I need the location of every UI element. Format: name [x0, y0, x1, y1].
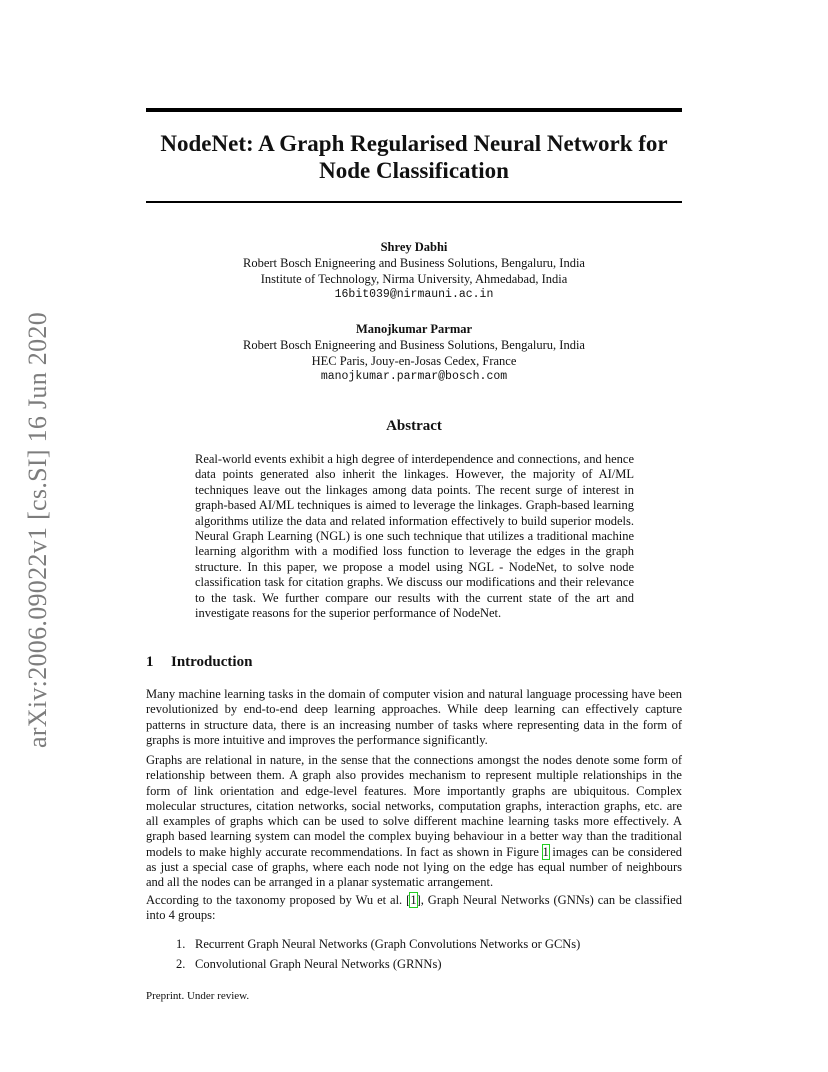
paragraph-text: According to the taxonomy proposed by Wu et al. [ — [146, 893, 411, 907]
paper-title: NodeNet: A Graph Regularised Neural Network for Node Classification — [160, 131, 668, 183]
section-number: 1 — [146, 654, 154, 670]
section-title: Introduction — [171, 654, 253, 670]
author-affiliation: Institute of Technology, Nirma University, Ahmedabad, India — [260, 272, 568, 286]
footer-note: Preprint. Under review. — [146, 990, 250, 1002]
author-block — [146, 239, 682, 303]
list-item — [176, 955, 580, 975]
body-paragraph — [146, 893, 682, 924]
list-item-number: 2. — [176, 956, 186, 971]
section-heading — [146, 654, 252, 671]
author-affiliation: Robert Bosch Enigneering and Business Solutions, Bengaluru, India — [243, 338, 585, 352]
abstract-heading: Abstract — [386, 418, 442, 434]
author-email: 16bit039@nirmauni.ac.in — [334, 288, 494, 301]
author-block — [146, 321, 682, 385]
author-email: manojkumar.parmar@bosch.com — [320, 370, 508, 383]
paragraph-text: ], Graph Neural Networks (GNNs) can be classified into 4 groups: — [146, 893, 682, 923]
list-item-number: 1. — [176, 937, 186, 951]
arxiv-identifier-stamp — [18, 300, 58, 760]
body-paragraph — [146, 753, 682, 891]
author-name: Manojkumar Parmar — [355, 322, 473, 336]
title-rule-bottom — [146, 201, 682, 203]
list-item — [176, 935, 580, 955]
list-item-text: Recurrent Graph Neural Networks (Graph Convolutions Networks or GCNs) — [195, 937, 581, 951]
figure-reference-link[interactable]: 1 — [542, 844, 549, 859]
body-paragraph: Many machine learning tasks in the domain of computer vision and natural language processing have been revolutionized by end-to-end deep learning approaches. While deep learning can effectively capture patterns in structure data, there is an increasing number of tasks where representing data in the form of graphs is more intuitive and improves the performance significantly. — [146, 687, 682, 747]
paragraph-text: Graphs are relational in nature, in the sense that the connections amongst the nodes denote some form of relationship between them. A graph also provides mechanism to represent multiple relationships in the form of link orientation and edge-level features. More importantly graphs are ubiquitous. Complex molecular structures, citation networks, social networks, computation graphs, interaction graphs, etc. are all examples of graphs which can be used to solve different machine learning tasks more effectively. A graph based learning system can model the complex buying behaviour in a better way than the traditional models to make highly accurate recommendations. In fact as shown in Figure — [146, 753, 682, 859]
arxiv-identifier-text: arXiv:2006.09022v1 [cs.SI] 16 Jun 2020 — [23, 311, 52, 749]
citation-link[interactable]: 1 — [410, 893, 417, 907]
list-item-text: Convolutional Graph Neural Networks (GRNNs) — [195, 956, 442, 971]
paragraph-text: images can be considered as just a special case of graphs, where each node not lying on the edge has equal number of neighbours and all the nodes can be arranged in a planar systematic arrangement. — [146, 844, 682, 890]
gnn-group-list — [176, 935, 580, 974]
title-rule-top — [146, 108, 682, 112]
abstract-text: Real-world events exhibit a high degree of interdependence and connections, and hence data points generated also inherit the linkages. However, the majority of AI/ML techniques leave out the linkages among data points. The recent surge of interest in graph-based AI/ML techniques is aimed to leverage the linkages. Graph-based learning algorithms utilize the data and related information effectively to build superior models. Neural Graph Learning (NGL) is one such technique that utilizes a traditional machine learning algorithm with a modified loss function to leverage the edges in the graph structure. In this paper, we propose a model using NGL - NodeNet, to solve node classification task for citation graphs. We discuss our modifications and their relevance to the task. We further compare our results with the current state of the art and investigate reasons for the superior performance of NodeNet. — [195, 452, 634, 621]
author-name: Shrey Dabhi — [380, 240, 448, 254]
author-affiliation: HEC Paris, Jouy-en-Josas Cedex, France — [311, 354, 517, 368]
author-affiliation: Robert Bosch Enigneering and Business Solutions, Bengaluru, India — [243, 256, 585, 270]
